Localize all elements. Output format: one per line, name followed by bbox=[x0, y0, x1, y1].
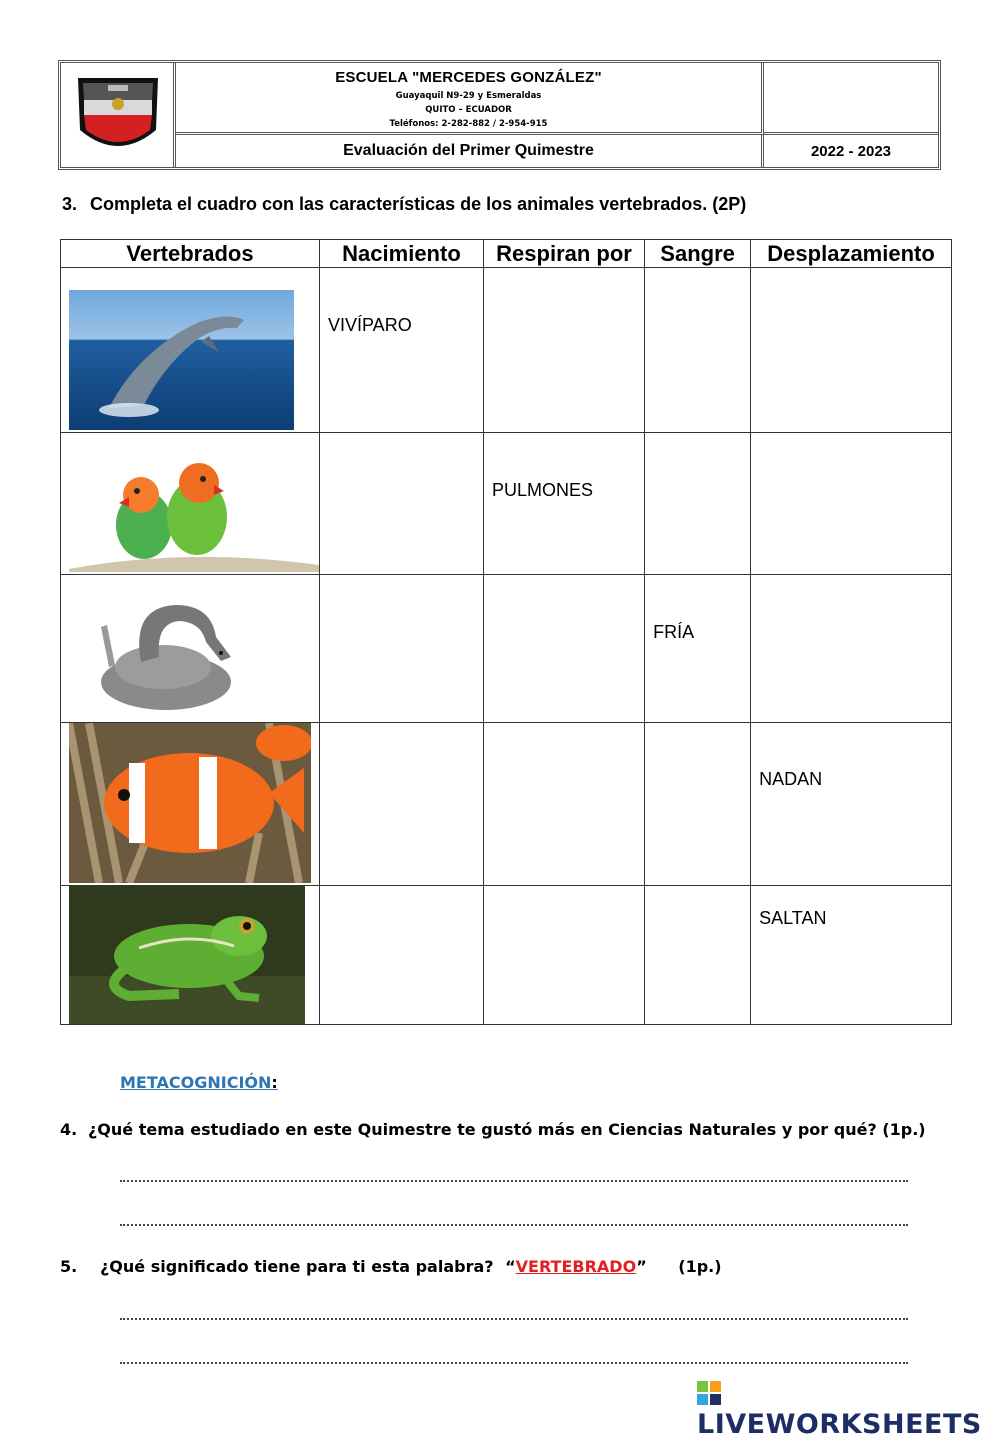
animal-cell bbox=[61, 268, 320, 433]
snake-image bbox=[81, 587, 251, 717]
header-desplazamiento: Desplazamiento bbox=[751, 240, 952, 268]
respiran-cell[interactable] bbox=[483, 886, 644, 1025]
animal-cell bbox=[61, 575, 320, 723]
table-row bbox=[61, 886, 952, 1025]
school-phones: Teléfonos: 2-282-882 / 2-954-915 bbox=[389, 119, 548, 129]
sangre-cell[interactable] bbox=[645, 575, 751, 723]
table-row bbox=[61, 268, 952, 433]
sangre-value: FRÍA bbox=[653, 622, 695, 642]
respiran-value: PULMONES bbox=[491, 480, 593, 500]
respiran-cell[interactable] bbox=[483, 433, 644, 575]
nacimiento-cell[interactable] bbox=[320, 723, 484, 886]
table-row bbox=[61, 575, 952, 723]
desplazamiento-value: NADAN bbox=[759, 769, 823, 789]
desplazamiento-cell[interactable] bbox=[751, 268, 952, 433]
header-nacimiento: Nacimiento bbox=[320, 240, 484, 268]
school-logo-cell bbox=[61, 63, 176, 167]
table-row bbox=[61, 723, 952, 886]
school-info bbox=[176, 63, 764, 135]
sangre-cell[interactable] bbox=[645, 723, 751, 886]
question-5-keyword: VERTEBRADO bbox=[515, 1257, 637, 1276]
header-box bbox=[58, 60, 941, 170]
answer-line-5a[interactable] bbox=[120, 1308, 908, 1320]
question-5-text: ¿Qué significado tiene para ti esta palabra? bbox=[100, 1257, 494, 1276]
desplazamiento-value: SALTAN bbox=[759, 908, 827, 928]
nacimiento-cell[interactable] bbox=[320, 575, 484, 723]
nacimiento-value: VIVÍPARO bbox=[328, 315, 412, 335]
header-vertebrados: Vertebrados bbox=[61, 240, 320, 268]
answer-line-4a[interactable] bbox=[120, 1170, 908, 1182]
question-5-close-quote: ” bbox=[636, 1257, 647, 1276]
lovebirds-image bbox=[69, 447, 319, 572]
respiran-cell[interactable] bbox=[483, 268, 644, 433]
liveworksheets-brand[interactable] bbox=[697, 1378, 1000, 1440]
question-3-text: Completa el cuadro con las características de los animales vertebrados. (2P) bbox=[90, 194, 747, 214]
exam-title: Evaluación del Primer Quimestre bbox=[176, 135, 764, 167]
school-crest-icon bbox=[68, 70, 168, 160]
header-sangre: Sangre bbox=[645, 240, 751, 268]
metacognition-heading bbox=[120, 1073, 278, 1092]
dolphin-image bbox=[69, 290, 294, 430]
desplazamiento-cell[interactable] bbox=[751, 575, 952, 723]
question-5-number: 5. bbox=[60, 1257, 78, 1276]
metacognition-label: METACOGNICIÓN bbox=[120, 1073, 272, 1092]
nacimiento-cell[interactable] bbox=[320, 268, 484, 433]
liveworksheets-text: LIVEWORKSHEETS bbox=[697, 1409, 982, 1440]
school-city: QUITO – ECUADOR bbox=[425, 105, 512, 115]
school-address: Guayaquil N9-29 y Esmeraldas bbox=[395, 91, 542, 101]
answer-line-5b[interactable] bbox=[120, 1352, 908, 1364]
question-5 bbox=[60, 1257, 722, 1276]
question-5-open-quote: “ bbox=[505, 1257, 516, 1276]
nacimiento-cell[interactable] bbox=[320, 433, 484, 575]
respiran-cell[interactable] bbox=[483, 575, 644, 723]
vertebrates-table bbox=[60, 239, 952, 1025]
header-respiran: Respiran por bbox=[483, 240, 644, 268]
desplazamiento-cell[interactable] bbox=[751, 723, 952, 886]
animal-cell bbox=[61, 886, 320, 1025]
table-row bbox=[61, 433, 952, 575]
frog-image bbox=[69, 886, 305, 1024]
question-3 bbox=[62, 194, 746, 215]
sangre-cell[interactable] bbox=[645, 268, 751, 433]
sangre-cell[interactable] bbox=[645, 433, 751, 575]
metacognition-colon: : bbox=[271, 1073, 278, 1092]
school-name: ESCUELA "MERCEDES GONZÁLEZ" bbox=[335, 69, 602, 86]
question-4-number: 4. bbox=[60, 1120, 78, 1139]
liveworksheets-logo-icon bbox=[697, 1381, 721, 1405]
desplazamiento-cell[interactable] bbox=[751, 433, 952, 575]
question-5-points: (1p.) bbox=[678, 1257, 722, 1276]
respiran-cell[interactable] bbox=[483, 723, 644, 886]
question-4-text: ¿Qué tema estudiado en este Quimestre te gustó más en Ciencias Naturales y por qué? (1p.) bbox=[88, 1120, 926, 1139]
sangre-cell[interactable] bbox=[645, 886, 751, 1025]
question-3-number: 3. bbox=[62, 194, 78, 214]
clownfish-image bbox=[69, 723, 311, 883]
header-blank-cell bbox=[764, 63, 938, 135]
answer-line-4b[interactable] bbox=[120, 1214, 908, 1226]
desplazamiento-cell[interactable] bbox=[751, 886, 952, 1025]
nacimiento-cell[interactable] bbox=[320, 886, 484, 1025]
question-4 bbox=[60, 1120, 926, 1139]
school-year: 2022 - 2023 bbox=[810, 143, 892, 160]
table-header-row bbox=[61, 240, 952, 268]
animal-cell bbox=[61, 723, 320, 886]
animal-cell bbox=[61, 433, 320, 575]
